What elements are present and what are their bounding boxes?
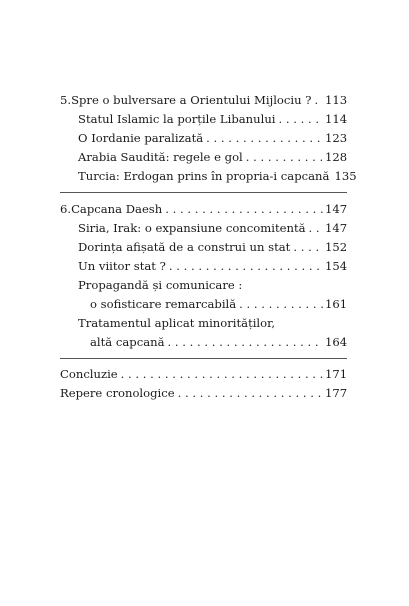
page-number: 147	[325, 221, 348, 235]
dot-leader	[168, 333, 324, 352]
toc-section-line1[interactable]	[78, 314, 347, 333]
section-title: Arabia Saudită: regele e gol	[78, 150, 243, 164]
page-number: 164	[325, 335, 348, 349]
page-number: 154	[325, 259, 348, 273]
dot-leader	[169, 257, 323, 276]
section-title: Siria, Irak: o expansiune concomitentă	[78, 221, 306, 235]
toc-section[interactable]	[78, 148, 347, 167]
chapter-title: Capcana Daesh	[71, 202, 163, 216]
toc-section[interactable]	[78, 257, 347, 276]
entry-title: Concluzie	[60, 367, 118, 381]
dot-leader	[279, 110, 324, 129]
dot-leader	[121, 365, 323, 384]
dot-leader	[246, 148, 323, 167]
dot-leader	[206, 129, 323, 148]
toc-section-line1[interactable]	[78, 276, 347, 295]
dot-leader	[178, 384, 323, 403]
section-title: Un viitor stat ?	[78, 259, 166, 273]
toc-section[interactable]	[78, 129, 347, 148]
toc-section[interactable]	[78, 167, 357, 186]
section-title: Turcia: Erdogan prins în propria-i capcană	[78, 169, 330, 183]
toc-section-line2[interactable]	[90, 333, 347, 352]
toc-conclusion[interactable]	[60, 365, 347, 384]
section-title: Propagandă și comunicare :	[78, 278, 243, 292]
page-number: 123	[325, 131, 348, 145]
divider	[60, 192, 347, 193]
dot-leader	[309, 219, 323, 238]
toc-section-line2[interactable]	[90, 295, 347, 314]
page-number: 152	[325, 240, 348, 254]
toc-chapter-5[interactable]	[60, 91, 347, 110]
chapter-number: 5.	[60, 93, 72, 107]
page-number: 161	[325, 297, 348, 311]
section-title: Dorința afișată de a construi un stat	[78, 240, 291, 254]
section-title: Tratamentul aplicat minorităților,	[78, 316, 276, 330]
dot-leader	[239, 295, 323, 314]
dot-leader	[165, 200, 323, 219]
page-number: 114	[325, 112, 348, 126]
page-number: 171	[325, 367, 348, 381]
toc-chronology[interactable]	[60, 384, 347, 403]
chapter-title: Spre o bulversare a Orientului Mijlociu ?	[71, 93, 312, 107]
entry-title: Repere cronologice	[60, 386, 175, 400]
page-number: 135	[334, 169, 357, 183]
toc-section[interactable]	[78, 238, 347, 257]
section-title-continued: o sofisticare remarcabilă	[90, 297, 237, 311]
page-number: 147	[325, 202, 348, 216]
dot-leader	[293, 238, 323, 257]
toc-chapter-6[interactable]	[60, 200, 347, 219]
page-number: 113	[325, 93, 348, 107]
section-title-continued: altă capcană	[90, 335, 165, 349]
toc-section[interactable]	[78, 219, 347, 238]
dot-leader	[315, 91, 324, 110]
section-title: O Iordanie paralizată	[78, 131, 204, 145]
chapter-number: 6.	[60, 202, 72, 216]
page-number: 177	[325, 386, 348, 400]
divider	[60, 358, 347, 359]
toc-section[interactable]	[78, 110, 347, 129]
page-number: 128	[325, 150, 348, 164]
section-title: Statul Islamic la porțile Libanului	[78, 112, 276, 126]
